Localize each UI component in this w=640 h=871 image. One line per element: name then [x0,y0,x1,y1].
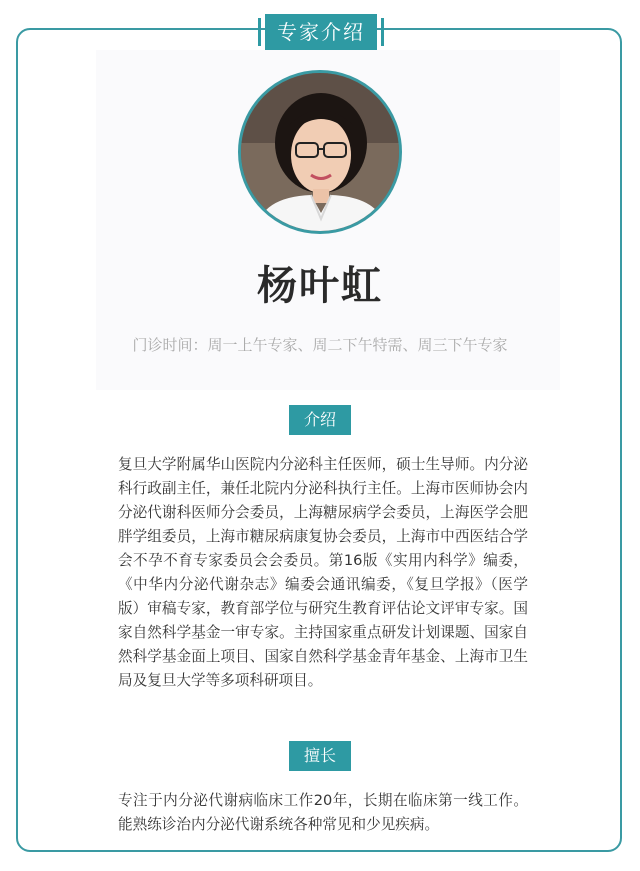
intro-text: 复旦大学附属华山医院内分泌科主任医师，硕士生导师。内分泌科行政副主任，兼任北院内分泌科执行主任。上海市医师协会内分泌代谢科医师分会委员，上海糖尿病学会委员，上海医学会肥胖学组委员，上海市糖尿病康复协会委员，上海市中西医结合学会不孕不育专家委员会会委员。第16版《实用内科学》编委，《中华内分泌代谢杂志》编委会通讯编委，《复旦学报》（医学版）审稿专家，教育部学位与研究生教育评估论文评审专家。国家自然科学基金一审专家。主持国家重点研发计划课题、国家自然科学基金面上项目、国家自然科学基金青年基金、上海市卫生局及复旦大学等多项科研项目。 [118,456,528,689]
clinic-hours: 门诊时间：周一上午专家、周二下午特需、周三下午专家 [132,336,508,354]
avatar [238,70,402,234]
specialty-tab: 擅长 [289,741,351,771]
section-header-tab: 专家介绍 [265,14,377,50]
specialty-text: 专注于内分泌代谢病临床工作20年，长期在临床第一线工作。能熟练诊治内分泌代谢系统各种常见和少见疾病。 [118,792,528,833]
portrait-image [241,73,399,231]
doctor-name: 杨叶虹 [257,262,383,309]
intro-tab: 介绍 [289,405,351,435]
